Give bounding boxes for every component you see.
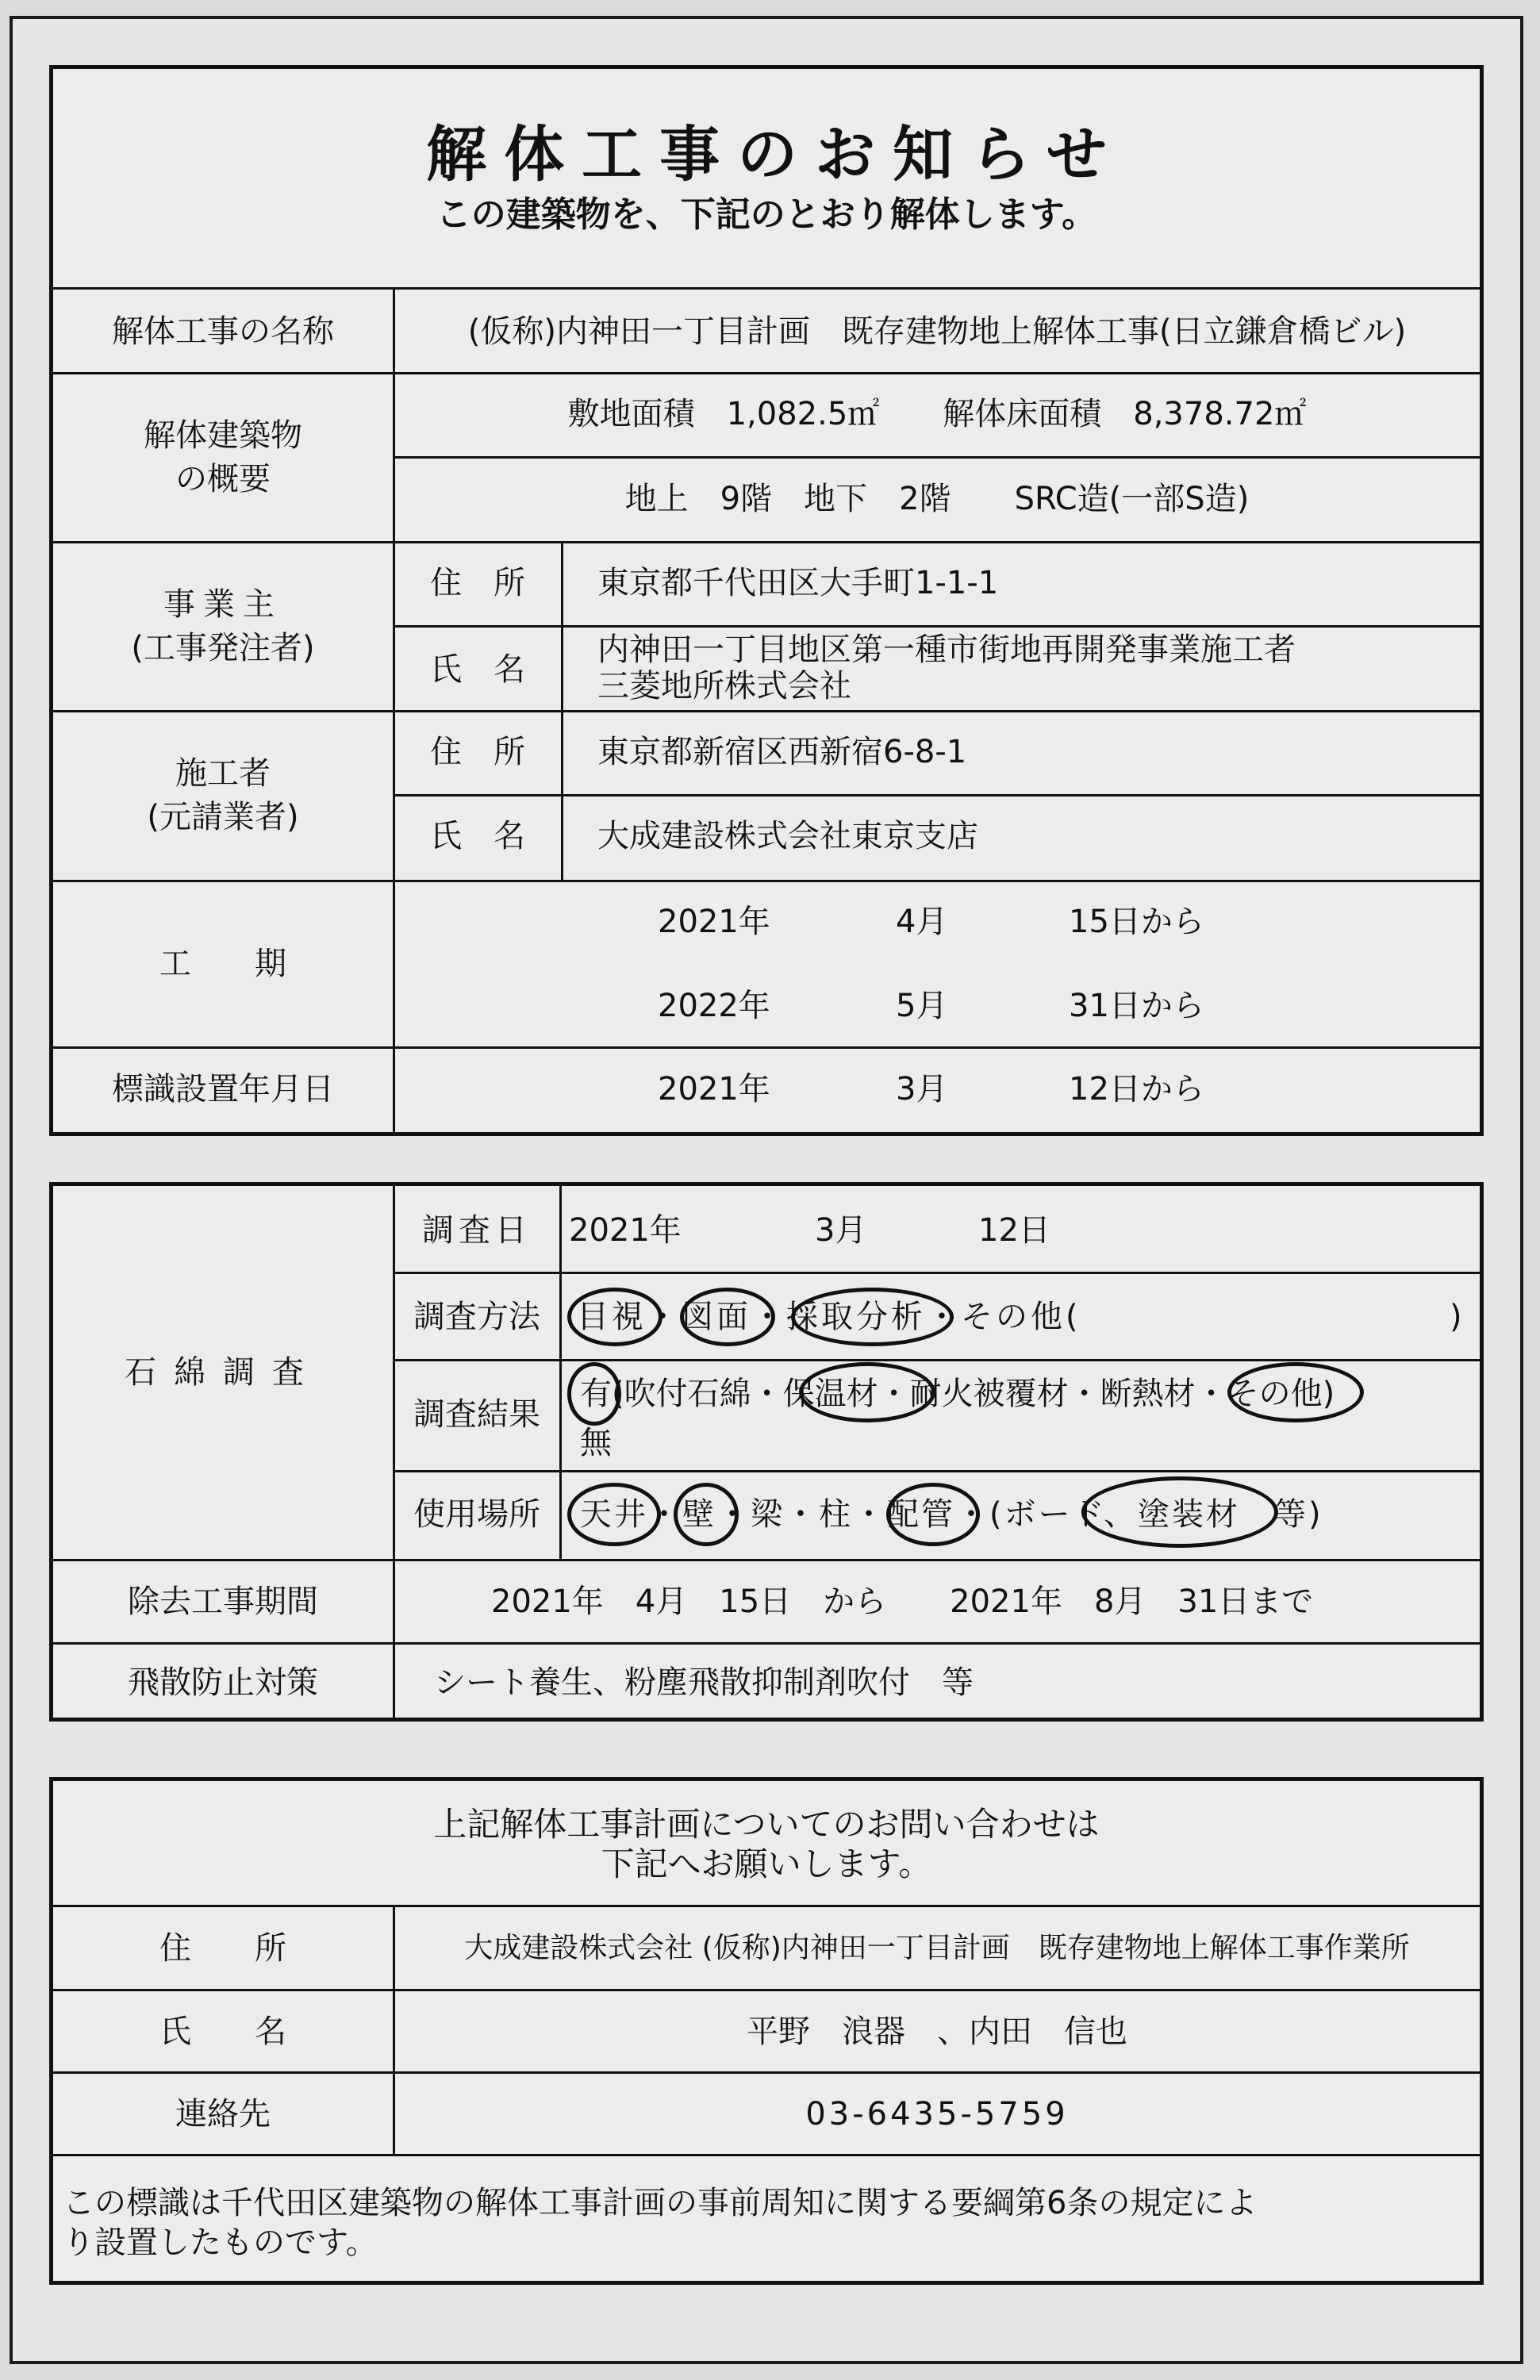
project-name-label: 解体工事の名称 [112,313,334,350]
contact-tel-value: 03-6435-5759 [805,2096,1069,2132]
period-start-day: 15日から [1069,904,1204,940]
contact-address-value: 大成建設株式会社 (仮称)内神田一丁目計画 既存建物地上解体工事作業所 [464,1932,1410,1964]
method-circle-visual [567,1288,662,1346]
contractor-label-1: 施工者 [175,755,271,792]
survey-method-value: 目視・図面・採取分析・その他( [577,1299,1081,1335]
overview-label-2: の概要 [175,461,271,497]
sign-date-label: 標識設置年月日 [112,1071,334,1107]
survey-date-day: 12日 [978,1212,1050,1249]
contact-name-value: 平野 浪器 、内田 信也 [747,2013,1127,2050]
contractor-name: 大成建設株式会社東京支店 [597,818,978,854]
usage-place-value: 天井・壁・梁・柱・配管・(ボード、塗装材 等) [580,1496,1323,1533]
footnote-line-2: り設置したものです。 [63,2225,378,2261]
period-end-day: 31日から [1069,988,1204,1024]
contact-header-2: 下記へお願いします。 [601,1844,932,1883]
survey-method-label: 調査方法 [413,1299,540,1335]
owner-name-1: 内神田一丁目地区第一種市街地再開発事業施工者 [597,631,1296,668]
result-circle-insulation [799,1362,935,1422]
survey-result-line1: 有(吹付石綿・保温材・耐火被覆材・断熱材・その他) [580,1376,1335,1412]
overview-structure: 地上 9階 地下 2階 SRC造(一部S造) [624,481,1250,517]
survey-date-label: 調査日 [422,1212,532,1249]
footnote-line-1: この標識は千代田区建築物の解体工事計画の事前周知に関する要綱第6条の規定によ [63,2185,1258,2221]
usage-place-label: 使用場所 [413,1496,540,1533]
place-circle-piping [886,1483,980,1546]
contractor-label-2: (元請業者) [147,799,299,835]
scatter-prevention-label: 飛散防止対策 [128,1664,318,1701]
place-circle-coating [1081,1476,1278,1548]
owner-address: 東京都千代田区大手町1-1-1 [597,565,999,601]
notice-title: 解体工事のお知らせ [426,119,1124,190]
survey-date-year: 2021年 [569,1212,682,1249]
owner-label-1: 事業主 [163,586,282,623]
owner-name-label: 氏 名 [430,651,525,688]
contact-address-label: 住 所 [159,1930,286,1967]
overview-area: 敷地面積 1,082.5㎡ 解体床面積 8,378.72㎡ [567,396,1307,432]
contact-tel-label: 連絡先 [175,2096,271,2132]
contractor-address: 東京都新宿区西新宿6-8-1 [597,734,967,770]
result-circle-other [1227,1362,1364,1422]
result-circle-present [567,1362,621,1426]
method-circle-drawing [680,1288,775,1346]
period-end-month: 5月 [896,988,948,1024]
survey-method-close: ) [1450,1299,1462,1335]
sign-date-day: 12日から [1069,1071,1204,1107]
notice-subtitle: この建築物を、下記のとおり解体します。 [436,194,1097,235]
removal-period-label: 除去工事期間 [128,1583,318,1620]
survey-result-line2: 無 [580,1425,612,1461]
period-start-month: 4月 [896,904,948,940]
removal-period-value: 2021年 4月 15日 から 2021年 8月 31日まで [491,1583,1314,1620]
owner-name-2: 三菱地所株式会社 [597,668,851,704]
period-start-year: 2021年 [658,904,770,940]
period-end-year: 2022年 [658,988,770,1024]
contact-name-label: 氏 名 [159,2013,286,2050]
survey-result-label: 調査結果 [413,1396,540,1433]
asbestos-panel [49,1182,1484,1722]
owner-label-2: (工事発注者) [131,630,315,666]
overview-label-1: 解体建築物 [144,417,302,454]
place-circle-wall [674,1483,739,1546]
contact-header-1: 上記解体工事計画についてのお問い合わせは [433,1805,1100,1844]
period-label: 工 期 [159,946,286,982]
place-circle-ceiling [567,1483,661,1546]
contractor-name-label: 氏 名 [430,818,525,854]
survey-date-month: 3月 [815,1212,867,1249]
method-circle-sampling [791,1288,954,1346]
contact-panel [49,1777,1484,2285]
notice-panel [49,65,1484,1136]
scatter-prevention-value: シート養生、粉塵飛散抑制剤吹付 等 [434,1664,974,1701]
asbestos-label: 石綿調査 [125,1354,321,1391]
owner-address-label: 住 所 [430,565,525,601]
contractor-address-label: 住 所 [430,734,525,770]
sign-date-year: 2021年 [658,1071,770,1107]
sign-date-month: 3月 [896,1071,948,1107]
project-name-value: (仮称)内神田一丁目計画 既存建物地上解体工事(日立鎌倉橋ビル) [467,313,1407,350]
